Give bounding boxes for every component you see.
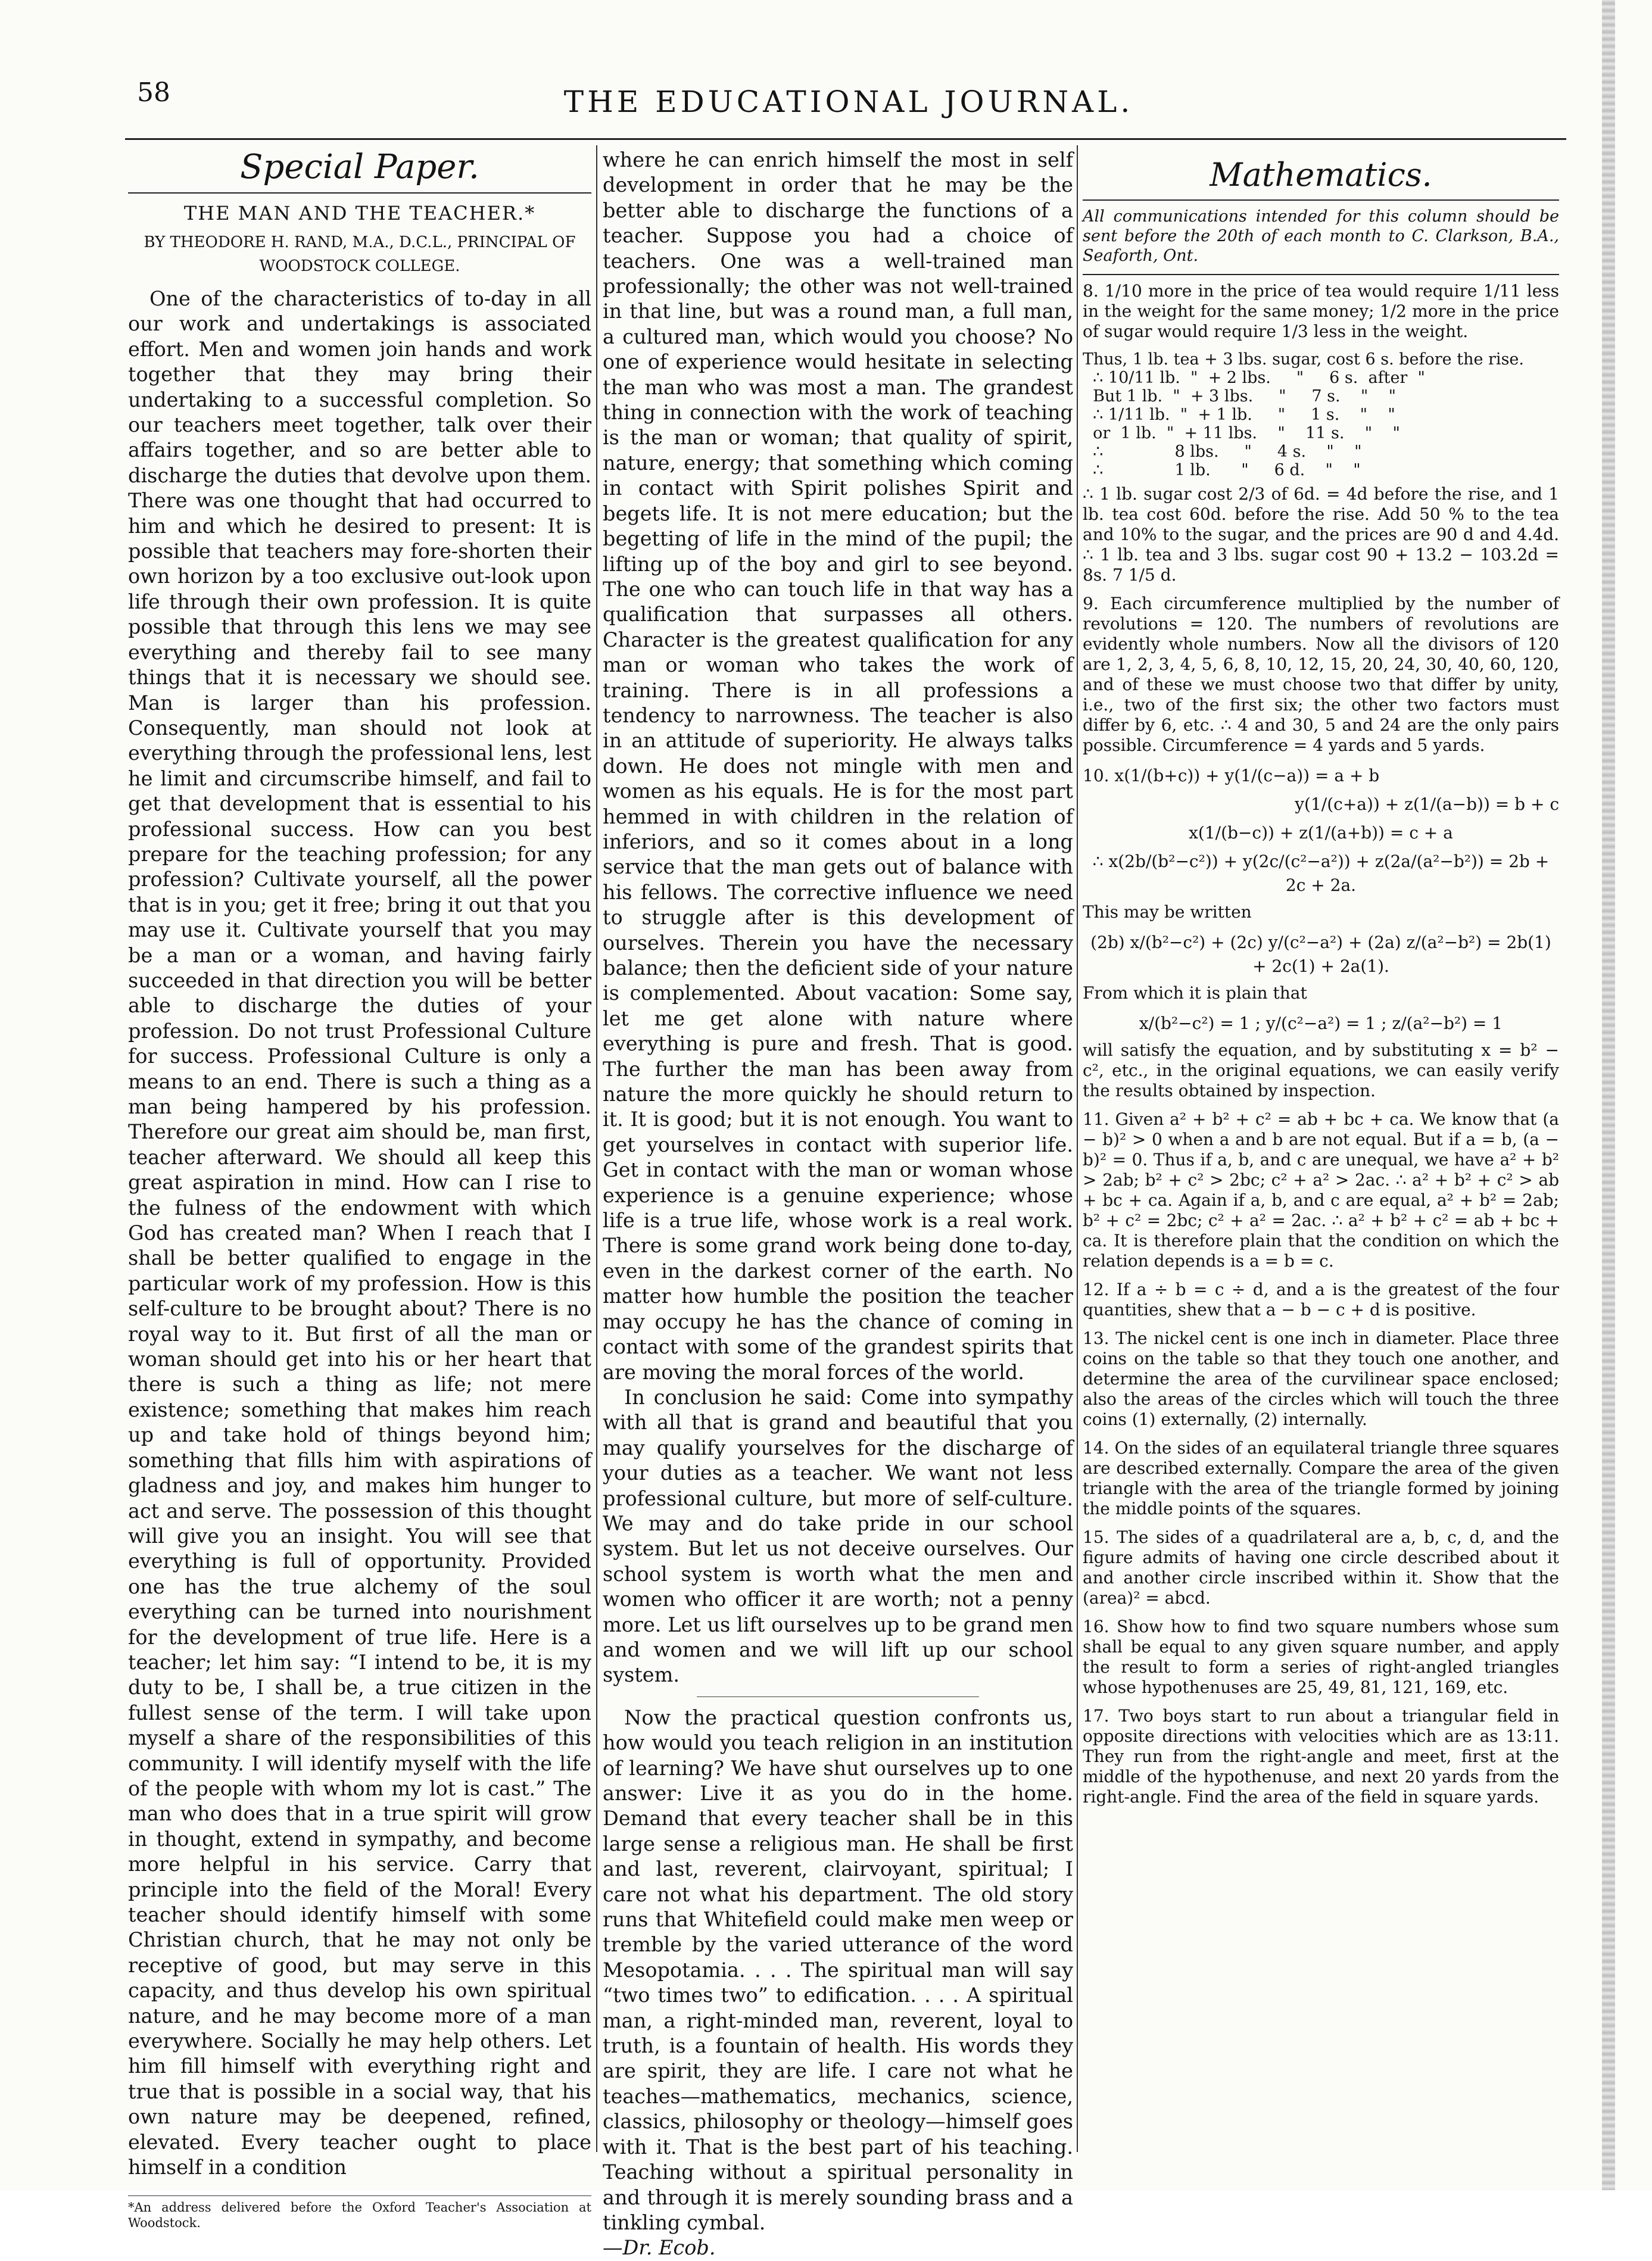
problem-10-solution: will satisfy the equation, and by substituting x = b² − c², etc., in the original equations, we can easily verify the results obtained by inspection. xyxy=(1083,1040,1559,1100)
problem-11: 11. Given a² + b² + c² = ab + bc + ca. We know that (a − b)² > 0 when a and b are not equal. But if a = b, (a − b)² = 0. Thus if a, b, and c are unequal, we have a² + b² > 2ab; b² + c² > 2bc; c² + a² > 2ac. ∴ a² + b² + c² > ab + bc + ca. Again if a, b, and c are equal, a² + b² = 2ab; b² + c² = 2bc; c² + a² = 2ac. ∴ a² + b² + c² = ab + bc + ca. It is therefore plain that the condition on which the relation depends is a = b = c. xyxy=(1083,1109,1559,1271)
article-title: THE MAN AND THE TEACHER.* xyxy=(183,202,536,224)
problem-17: 17. Two boys start to run about a triangular field in opposite directions with velocities which are as 13:11. They run from the right-angle and meet, first at the middle of the hypothenuse, and next 20 yards from the right-angle. Find the area of the field in square yards. xyxy=(1083,1706,1559,1807)
left-column xyxy=(128,148,591,2231)
article-continuation: where he can enrich himself the most in self development in order that he may be the better able to discharge the functions of a teacher. Suppose you had a choice of teachers. One was a well-trained man professionally; the other was not well-trained in that line, but was a round man, a full man, a cultured man, which would you choose? No one of experience would hesitate in selecting the man who was most a man. The grandest thing in connection with the work of teaching is the man or woman; that quality of spirit, nature, energy; that something which coming in contact with Spirit polishes Spirit and begets life. It is not mere education; but the begetting of life in the mind of the pupil; the lifting up of the boy and girl to see beyond. The one who can touch life in that way has a qualification that surpasses all others. Character is the greatest qualification for any man or woman who takes the work of training. There is in all professions a tendency to narrowness. The teacher is also in an attitude of superiority. He always talks down. He does not mingle with men and women as his equals. He is for the most part hemmed in with children in the relation of inferiors, and so it comes about in a long service that the man gets out of balance with his fellows. The corrective influence we need to struggle after is this development of ourselves. Therein you have the necessary balance; then the deficient side of your nature is complemented. About vacation: Some say, let me get alone with nature where everything is pure and fresh. That is good. The further the man has been away from nature the more quickly he should return to it. It is good; but it is not enough. You want to get yourselves in contact with superior life. Get in contact with the man or woman whose experience is a genuine experience; whose life is a true life, whose work is a real work. There is some grand work being done to-day, even in the darkest corner of the earth. No matter how humble the position the teacher may occupy he has the chance of coming in contact with some of the grandest spirits that are moving the moral forces of the world. xyxy=(603,148,1073,1384)
page-header xyxy=(125,77,1572,131)
problem-13: 13. The nickel cent is one inch in diameter. Place three coins on the table so that they touch one another, and determine the area of the curvilinear space enclosed; also the areas of the circles which will touch the three coins (1) externally, (2) internally. xyxy=(1083,1328,1559,1429)
problem-14: 14. On the sides of an equilateral triangle three squares are described externally. Compare the area of the given triangle with the area of the triangle formed by joining the middle points of the squares. xyxy=(1083,1438,1559,1518)
section-rule xyxy=(1083,274,1559,275)
column-intro: All communications intended for this column should be sent before the 20th of each month to C. Clarkson, B.A., Seaforth, Ont. xyxy=(1083,207,1559,265)
page-number: 58 xyxy=(137,77,170,108)
problem-8: 8. 1/10 more in the price of tea would require 1/11 less in the weight for the same money; 1/2 more in the price of sugar would require 1/3 less in the weight. xyxy=(1083,281,1559,341)
problem-10-eq4: ∴ x(2b/(b²−c²)) + y(2c/(c²−a²)) + z(2a/(a²−b²)) = 2b + 2c + 2a. xyxy=(1092,852,1550,895)
problem-10-text: This may be written xyxy=(1083,902,1252,922)
section-rule xyxy=(1083,199,1559,201)
section-title: Special Paper. xyxy=(240,148,479,186)
signature: —Dr. Ecob. xyxy=(603,2236,716,2260)
separator-rule xyxy=(697,1696,979,1697)
problem-8-solution: ∴ 1 lb. sugar cost 2/3 of 6d. = 4d before the rise, and 1 lb. tea cost 60d. before the rise. Add 50 % to the tea and 10% to the sugar, and the prices are 90 d and 4.4d. ∴ 1 lb. tea and 3 lbs. sugar cost 90 + 13.2 − 103.2d = 8s. 7 1/5 d. xyxy=(1083,484,1559,585)
footnote: *An address delivered before the Oxford Teacher's Association at Woodstock. xyxy=(128,2195,591,2231)
quoted-paragraph: Now the practical question confronts us, how would you teach religion in an institution of learning? We have shut ourselves up to one answer: Live it as you do in the home. Demand that every teacher shall be in this large sense a religious man. He shall be first and last, reverent, clairvoyant, spiritual; I care not what his department. The old story runs that Whitefield could make men weep or tremble by the varied utterance of the word Mesopotamia. . . . The spiritual man will say “two times two” to edification. . . . A spiritual man, a right-minded man, reverent, loyal to truth, is a fountain of health. His words they are spirit, they are life. I care not what he teaches—mathematics, mechanics, science, classics, philosophy or theology—himself goes with it. That is the best part of his teaching. Teaching without a spiritual personality in and through it is merely sounding brass and a tinkling cymbal. xyxy=(603,1705,1073,2234)
page-edge xyxy=(1602,0,1615,2190)
section-title: Mathematics. xyxy=(1210,156,1432,194)
header-rule xyxy=(125,138,1566,140)
column-divider xyxy=(596,145,597,2152)
problem-8-table: Thus, 1 lb. tea + 3 lbs. sugar, cost 6 s. before the rise. ∴ 10/11 lb. " + 2 lbs. " 6 s. after " But 1 lb. " + 3 lbs. " 7 s. " " ∴ 1/11 lb. " + 1 lb. " 1 s. " " or 1 lb. " + 11 lbs. " 11 s. " " ∴ 8 lbs. " 4 s. " " ∴ 1 lb. " 6 d. " " xyxy=(1083,350,1524,479)
middle-column xyxy=(603,148,1073,2261)
problem-9: 9. Each circumference multiplied by the number of revolutions = 120. The numbers of revolutions are evidently whole numbers. Now all the divisors of 120 are 1, 2, 3, 4, 5, 6, 8, 10, 12, 15, 20, 24, 30, 40, 60, 120, and of these we must choose two that differ by unity, i.e., two of the first six; the other two factors must differ by 6, etc. ∴ 4 and 30, 5 and 24 are the only pairs possible. Circumference = 4 yards and 5 yards. xyxy=(1083,594,1559,755)
problem-10-eq6: x/(b²−c²) = 1 ; y/(c²−a²) = 1 ; z/(a²−b²) = 1 xyxy=(1139,1013,1503,1033)
conclusion-paragraph: In conclusion he said: Come into sympathy with all that is grand and beautiful that you may qualify yourselves for the discharge of your duties as a teacher. We want not less professional culture, but more of self-culture. We may and do take pride in our school system. But let us not deceive ourselves. Our school system is worth what the men and women who officer it are worth; not a penny more. Let us lift ourselves up to be grand men and women and we will lift up our school system. xyxy=(603,1385,1073,1687)
problem-10-eq2: y(1/(c+a)) + z(1/(a−b)) = b + c xyxy=(1295,794,1559,814)
section-rule xyxy=(128,192,591,194)
problem-16: 16. Show how to find two square numbers whose sum shall be equal to any given square number, and apply the result to form a series of right-angled triangles whose hypothenuses are 25, 49, 81, 121, 169, etc. xyxy=(1083,1617,1559,1697)
problem-10-eq1: 10. x(1/(b+c)) + y(1/(c−a)) = a + b xyxy=(1083,766,1380,785)
problem-12: 12. If a ÷ b = c ÷ d, and a is the greatest of the four quantities, shew that a − b − c + d is positive. xyxy=(1083,1280,1559,1320)
problem-10-eq3: x(1/(b−c)) + z(1/(a+b)) = c + a xyxy=(1189,823,1453,843)
article-byline: BY THEODORE H. RAND, M.A., D.C.L., PRINCIPAL OF WOODSTOCK COLLEGE. xyxy=(144,233,576,275)
journal-title: THE EDUCATIONAL JOURNAL. xyxy=(563,85,1134,119)
problem-15: 15. The sides of a quadrilateral are a, b, c, d, and the figure admits of having one circle described about it and another circle inscribed within it. Show that the (area)² = abcd. xyxy=(1083,1527,1559,1608)
problem-10-text-2: From which it is plain that xyxy=(1083,983,1307,1003)
problem-10-eq5: (2b) x/(b²−c²) + (2c) y/(c²−a²) + (2a) z/(a²−b²) = 2b(1) + 2c(1) + 2a(1). xyxy=(1090,933,1551,976)
article-body: One of the characteristics of to-day in all our work and undertakings is associated effort. Men and women join hands and work together that they may bring their undertaking to a successful completion. So our teachers meet together, talk over their affairs together, and so are better able to discharge the duties that devolve upon them. There was one thought that had occurred to him and which he desired to present: It is possible that teachers may fore-shorten their own horizon by a too exclusive out-look upon life through their own profession. It is quite possible that through this lens we may see everything and thereby fail to see many things that it is necessary we should see. Man is larger than his profession. Consequently, man should not look at everything through the professional lens, lest he limit and circumscribe himself, and fail to get that development that is essential to his professional success. How can you best prepare for the teaching profession; for any profession? Cultivate yourself, all the power that is in you; get it free; bring it out that you may use it. Cultivate yourself that you may be a man or a woman, and having fairly succeeded in that direction you will be better able to discharge the duties of your profession. Do not trust Professional Culture for success. Professional Culture is only a means to an end. There is such a thing as a man being hampered by his profession. Therefore our great aim should be, man first, teacher afterward. We should all keep this great aspiration in mind. How can I rise to the fulness of the endowment with which God has created man? When I reach that I shall be better qualified to engage in the particular work of my profession. How is this self-culture to be brought about? There is no royal way to it. But first of all the man or woman should get into his or her heart that there is such a thing as life; not mere existence; something that makes him reach up and take hold of things beyond him; something that fills him with aspirations of gladness and joy, and makes him hunger to act and serve. The possession of this thought will give you an insight. You will see that everything is full of opportunity. Provided one has the true alchemy of the soul everything can be turned into nourishment for the development of true life. Here is a teacher; let him say: “I intend to be, it is my duty to be, I shall be, a true citizen in the fullest sense of the term. I will take upon myself a share of the responsibilities of this community. I will identify myself with the life of the people with whom my lot is cast.” The man who does that in a true spirit will grow in thought, extend in sympathy, and become more helpful in his service. Carry that principle into the field of the Moral! Every teacher should identify himself with some Christian church, that he may not only be receptive of good, but may serve in this capacity, and thus develop his own spiritual nature, and he may become more of a man everywhere. Socially he may help others. Let him fill himself with everything right and true that is possible in a social way, that his own nature may be deepened, refined, elevated. Every teacher ought to place himself in a condition xyxy=(128,287,591,2179)
right-column xyxy=(1083,148,1559,1816)
column-divider xyxy=(1077,145,1078,2152)
